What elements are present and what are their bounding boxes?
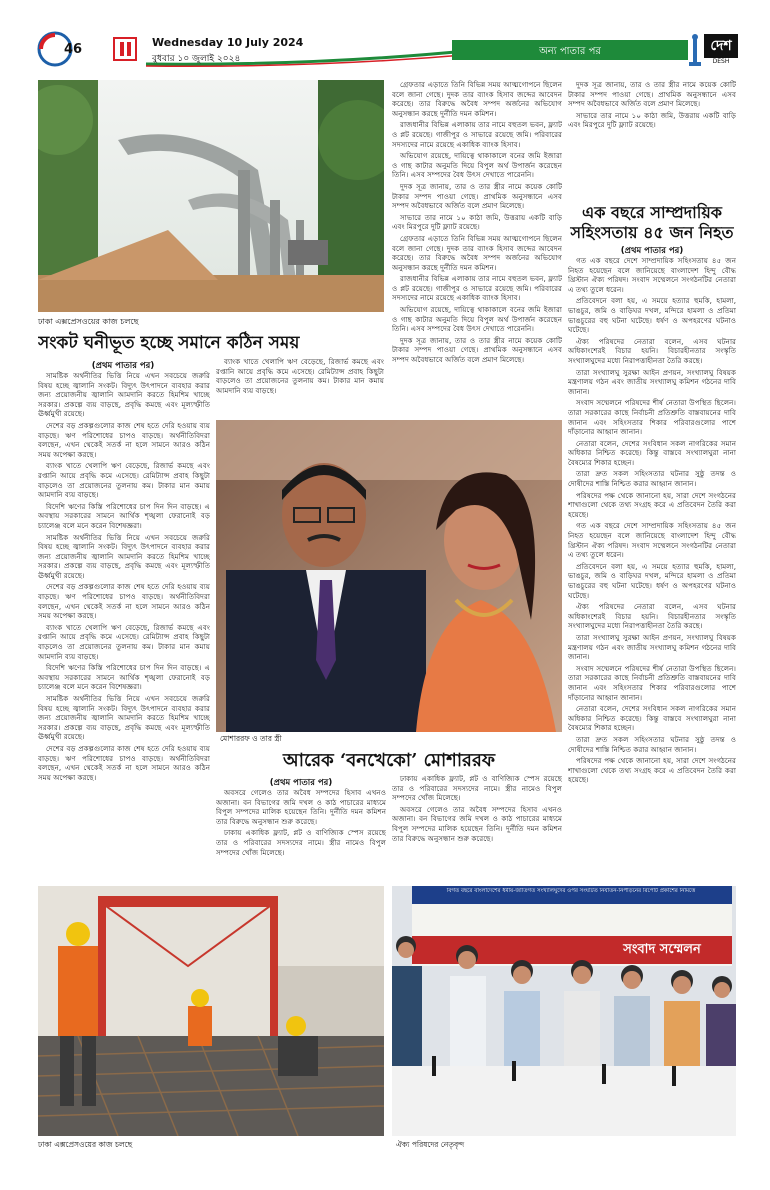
press-banner-top: বিগত বছরে বাংলাদেশের ধর্মীয়-জাতিগত সংখ্যালঘুদের ওপর সংঘটিত নির্যাতন-নিপীড়নের রিপোর্ট প্রকাশের নিমিত্তে: [446, 888, 696, 894]
paragraph: সাভারে তার নামে ১০ কাঠা জমি, উত্তরায় একটি বাড়ি এবং মিরপুরে দুটি ফ্ল্যাট রয়েছে।: [568, 110, 736, 130]
article4-headline-line2: সহিংসতায় ৪৫ জন নিহত: [570, 223, 734, 242]
article2-body-col1: [216, 788, 386, 874]
article4-headline-line1: এক বছরে সাম্প্রদায়িক: [582, 203, 722, 222]
article3-body-col1: [392, 80, 562, 415]
section-title: অন্য পাতার পর: [539, 46, 601, 57]
paragraph: প্রতিবেদনে বলা হয়, এ সময়ে হত্যার হুমকি, হামলা, ভাঙচুর, জমি ও বাড়িঘর দখল, মন্দিরে হামলা ও প্রতিমা ভাঙচুরের বহু ঘটনা ঘটেছে। ধর্ষণ ও অপহরণের ঘটনাও ঘটেছে।: [568, 561, 736, 600]
article4-from-page: (প্রথম পাতার পর): [620, 246, 684, 256]
date-bangla: বুধবার ১০ জুলাই ২০২৪: [152, 54, 241, 64]
construction-photo-bottom: [38, 886, 384, 1136]
paragraph: নেতারা বলেন, দেশের সংবিধান সকল নাগরিকের সমান অধিকার নিশ্চিত করেছে। কিন্তু বাস্তবে সংখ্যালঘুরা নানা বৈষম্যের শিকার হচ্ছেন।: [568, 438, 736, 467]
header-ornament-icon: [36, 30, 146, 68]
article2-body-col2: [392, 774, 562, 874]
page-number: 46: [64, 42, 83, 57]
paragraph: নেতারা বলেন, দেশের সংবিধান সকল নাগরিকের সমান অধিকার নিশ্চিত করেছে। কিন্তু বাস্তবে সংখ্যালঘুরা নানা বৈষম্যের শিকার হচ্ছেন।: [568, 704, 736, 733]
paragraph: তারা সংখ্যালঘু সুরক্ষা আইন প্রণয়ন, সংখ্যালঘু বিষয়ক মন্ত্রণালয় গঠন এবং জাতীয় সংখ্যালঘু কমিশন গঠনের দাবি জানান।: [568, 367, 736, 396]
article1-body: [38, 371, 210, 871]
paragraph: ব্যাংক খাতে খেলাপি ঋণ বেড়েছে, রিজার্ভ কমছে এবং রপ্তানি আয়ে প্রবৃদ্ধি কমে এসেছে। রেমিট্যান্স প্রবাহ কিছুটা বাড়লেও তা প্রয়োজনের তুলনায় কম। টাকার মান কমায় আমদানি ব্যয় বাড়ছে।: [216, 357, 384, 395]
paragraph: দেশের বড় প্রকল্পগুলোর কাজ শেষ হতে দেরি হওয়ায় ব্যয় বাড়ছে। ঋণ পরিশোধের চাপও বাড়ছে। অর্থনীতিবিদরা বলছেন, এখন থেকেই সতর্ক না হলে সামনে আরও কঠিন সময় অপেক্ষা করছে।: [38, 743, 210, 782]
paragraph: ব্যাংক খাতে খেলাপি ঋণ বেড়েছে, রিজার্ভ কমছে এবং রপ্তানি আয়ে প্রবৃদ্ধি কমে এসেছে। রেমিট্যান্স প্রবাহ কিছুটা বাড়লেও তা প্রয়োজনের তুলনায় কম। টাকার মান কমায় আমদানি ব্যয় বাড়ছে।: [38, 622, 210, 661]
paragraph: দুদক সূত্র জানায়, তার ও তার স্ত্রীর নামে কয়েক কোটি টাকার সম্পদ পাওয়া গেছে। প্রাথমিক অনুসন্ধানে এসব সম্পদ অবৈধভাবে অর্জিত বলে প্রমাণ মিলেছে।: [392, 181, 562, 211]
paragraph: সামষ্টিক অর্থনীতির ভিত্তি নিয়ে এখন সবচেয়ে জরুরি বিষয় হচ্ছে জ্বালানি সংকট। বিদ্যুৎ উৎপাদনে ব্যবহার করার জন্য প্রয়োজনীয় জ্বালানি আমদানি করতে হিমশিম খাচ্ছে সরকার। প্রকল্পে ব্যয় বাড়ছে, প্রবৃদ্ধি কমছে এবং মূল্যস্ফীতি ঊর্ধ্বমুখী রয়েছে।: [38, 532, 210, 580]
paragraph: গ্রেফতার এড়াতে তিনি বিভিন্ন সময় আত্মগোপনে ছিলেন বলে জানা গেছে। দুদক তার ব্যাংক হিসাব জব্দের আবেদন করেছে। তার বিরুদ্ধে অবৈধ সম্পদ অর্জনের অভিযোগ অনুসন্ধান করছে দুর্নীতি দমন কমিশন।: [392, 233, 562, 272]
logo-subtext: DESH: [712, 58, 730, 65]
paragraph: দুদক সূত্র জানায়, তার ও তার স্ত্রীর নামে কয়েক কোটি টাকার সম্পদ পাওয়া গেছে। প্রাথমিক অনুসন্ধানে এসব সম্পদ অবৈধভাবে অর্জিত বলে প্রমাণ মিলেছে।: [392, 335, 562, 365]
paragraph: পরিষদের পক্ষ থেকে জানানো হয়, সারা দেশে সংগঠনের শাখাগুলো থেকে তথ্য সংগ্রহ করে এ প্রতিবেদন তৈরি করা হয়েছে।: [568, 490, 736, 519]
article3-body-col2: [568, 80, 736, 176]
paragraph: দেশের বড় প্রকল্পগুলোর কাজ শেষ হতে দেরি হওয়ায় ব্যয় বাড়ছে। ঋণ পরিশোধের চাপও বাড়ছে। অর্থনীতিবিদরা বলছেন, এখন থেকেই সতর্ক না হলে সামনে আরও কঠিন সময় অপেক্ষা করছে।: [38, 582, 210, 621]
paragraph: সামষ্টিক অর্থনীতির ভিত্তি নিয়ে এখন সবচেয়ে জরুরি বিষয় হচ্ছে জ্বালানি সংকট। বিদ্যুৎ উৎপাদনে ব্যবহার করার জন্য প্রয়োজনীয় জ্বালানি আমদানি করতে হিমশিম খাচ্ছে সরকার। প্রকল্পে ব্যয় বাড়ছে, প্রবৃদ্ধি কমছে এবং মূল্যস্ফীতি ঊর্ধ্বমুখী রয়েছে।: [38, 371, 210, 419]
article4-body: [568, 256, 736, 878]
paragraph: অভিযোগ রয়েছে, দায়িত্বে থাকাকালে বনের জমি ইজারা ও গাছ কাটার অনুমতি দিয়ে বিপুল অর্থ উপার্জন করেছেন তিনি। এসব সম্পদের বৈধ উৎস দেখাতে পারেননি।: [392, 305, 562, 334]
paragraph: পরিষদের পক্ষ থেকে জানানো হয়, সারা দেশে সংগঠনের শাখাগুলো থেকে তথ্য সংগ্রহ করে এ প্রতিবেদন তৈরি করা হয়েছে।: [568, 756, 736, 785]
construction-photo-caption: ঢাকা এক্সপ্রেসওয়ের কাজ চলছে: [38, 1140, 133, 1149]
press-banner-text: সংবাদ সম্মেলন: [623, 942, 701, 957]
article1-headline: সংকট ঘনীভূত হচ্ছে সমানে কঠিন সময়: [38, 333, 300, 353]
paragraph: বিদেশি ঋণের কিস্তি পরিশোধের চাপ দিন দিন বাড়ছে। এ অবস্থায় সরকারের সামনে আর্থিক শৃঙ্খলা ফেরানোই বড় চ্যালেঞ্জ বলে মনে করেন বিশেষজ্ঞরা।: [38, 501, 210, 530]
article2-from-page: (প্রথম পাতার পর): [269, 778, 333, 788]
paragraph: অভিযোগ রয়েছে, দায়িত্বে থাকাকালে বনের জমি ইজারা ও গাছ কাটার অনুমতি দিয়ে বিপুল অর্থ উপার্জন করেছেন তিনি। এসব সম্পদের বৈধ উৎস দেখাতে পারেননি।: [392, 151, 562, 180]
paragraph: তারা সংখ্যালঘু সুরক্ষা আইন প্রণয়ন, সংখ্যালঘু বিষয়ক মন্ত্রণালয় গঠন এবং জাতীয় সংখ্যালঘু কমিশন গঠনের দাবি জানান।: [568, 632, 736, 662]
couple-photo-caption: মোশাররফ ও তার স্ত্রী: [220, 734, 282, 743]
paragraph: সংবাদ সম্মেলনে পরিষদের শীর্ষ নেতারা উপস্থিত ছিলেন। তারা সরকারের কাছে নির্বাচনী প্রতিশ্রুতি বাস্তবায়নের দাবি জানান এবং সহিংসতার শিকার পরিবারগুলোর পাশে দাঁড়ানোর আহ্বান জানান।: [568, 663, 736, 702]
paragraph: দুদক সূত্র জানায়, তার ও তার স্ত্রীর নামে কয়েক কোটি টাকার সম্পদ পাওয়া গেছে। প্রাথমিক অনুসন্ধানে এসব সম্পদ অবৈধভাবে অর্জিত বলে প্রমাণ মিলেছে।: [568, 80, 736, 109]
paragraph: ঐক্য পরিষদের নেতারা বলেন, এসব ঘটনার অধিকাংশেরই বিচার হয়নি। বিচারহীনতার সংস্কৃতি সংখ্যালঘুদের মধ্যে নিরাপত্তাহীনতা তৈরি করছে।: [568, 602, 736, 631]
paragraph: দেশের বড় প্রকল্পগুলোর কাজ শেষ হতে দেরি হওয়ায় ব্যয় বাড়ছে। ঋণ পরিশোধের চাপও বাড়ছে। অর্থনীতিবিদরা বলছেন, এখন থেকেই সতর্ক না হলে সামনে আরও কঠিন সময় অপেক্ষা করছে।: [38, 420, 210, 459]
paragraph: গত এক বছরে দেশে সাম্প্রদায়িক সহিংসতায় ৪৫ জন নিহত হয়েছেন বলে জানিয়েছে বাংলাদেশ হিন্দু বৌদ্ধ খ্রিস্টান ঐক্য পরিষদ। সংবাদ সম্মেলনে সংগঠনটির নেতারা এ তথ্য তুলে ধরেন।: [568, 521, 736, 560]
paragraph: রাজধানীর বিভিন্ন এলাকায় তার নামে বহুতল ভবন, ফ্ল্যাট ও প্লট রয়েছে। গাজীপুর ও সাভারে রয়েছে জমি। পরিবারের সদস্যদের নামে রয়েছে একাধিক ব্যাংক হিসাব।: [392, 120, 562, 149]
article1-from-page: (প্রথম পাতার পর): [91, 361, 155, 371]
article1-body-col2: [216, 357, 384, 415]
date-english: Wednesday 10 July 2024: [152, 36, 304, 49]
paragraph: রাজধানীর বিভিন্ন এলাকায় তার নামে বহুতল ভবন, ফ্ল্যাট ও প্লট রয়েছে। গাজীপুর ও সাভারে রয়েছে জমি। পরিবারের সদস্যদের নামে রয়েছে একাধিক ব্যাংক হিসাব।: [392, 274, 562, 303]
paragraph: ঐক্য পরিষদের নেতারা বলেন, এসব ঘটনার অধিকাংশেরই বিচার হয়নি। বিচারহীনতার সংস্কৃতি সংখ্যালঘুদের মধ্যে নিরাপত্তাহীনতা তৈরি করছে।: [568, 336, 736, 365]
paragraph: তারা দ্রুত সকল সহিংসতার ঘটনার সুষ্ঠু তদন্ত ও দোষীদের শাস্তি নিশ্চিত করার আহ্বান জানান।: [568, 469, 736, 489]
couple-photo: [216, 420, 562, 732]
paragraph: সামষ্টিক অর্থনীতির ভিত্তি নিয়ে এখন সবচেয়ে জরুরি বিষয় হচ্ছে জ্বালানি সংকট। বিদ্যুৎ উৎপাদনে ব্যবহার করার জন্য প্রয়োজনীয় জ্বালানি আমদানি করতে হিমশিম খাচ্ছে সরকার। প্রকল্পে ব্যয় বাড়ছে, প্রবৃদ্ধি কমছে এবং মূল্যস্ফীতি ঊর্ধ্বমুখী রয়েছে।: [38, 694, 210, 742]
statue-icon: [688, 32, 702, 66]
masthead-logo: [690, 32, 738, 66]
paragraph: গত এক বছরে দেশে সাম্প্রদায়িক সহিংসতায় ৪৫ জন নিহত হয়েছেন বলে জানিয়েছে বাংলাদেশ হিন্দু বৌদ্ধ খ্রিস্টান ঐক্য পরিষদ। সংবাদ সম্মেলনে সংগঠনটির নেতারা এ তথ্য তুলে ধরেন।: [568, 256, 736, 294]
press-photo-caption: ঐক্য পরিষদের নেতৃবৃন্দ: [396, 1140, 465, 1149]
paragraph: অবসরে গেলেও তার অবৈধ সম্পদের হিসাব এখনও অজানা। বন বিভাগের জমি দখল ও কাঠ পাচারের মাধ্যমে বিপুল সম্পদের মালিক হয়েছেন তিনি। দুর্নীতি দমন কমিশন তার বিরুদ্ধে অনুসন্ধান শুরু করেছে।: [392, 804, 562, 843]
expressway-photo-top: [38, 80, 384, 312]
photo-caption-top: ঢাকা এক্সপ্রেসওয়ের কাজ চলছে: [38, 317, 139, 326]
paragraph: ঢাকায় একাধিক ফ্ল্যাট, প্লট ও বাণিজ্যিক স্পেস রয়েছে তার ও পরিবারের সদস্যদের নামে। স্ত্রীর নামেও বিপুল সম্পদের খোঁজ মিলেছে।: [216, 828, 386, 857]
paragraph: সাভারে তার নামে ১০ কাঠা জমি, উত্তরায় একটি বাড়ি এবং মিরপুরে দুটি ফ্ল্যাট রয়েছে।: [392, 212, 562, 232]
paragraph: তারা দ্রুত সকল সহিংসতার ঘটনার সুষ্ঠু তদন্ত ও দোষীদের শাস্তি নিশ্চিত করার আহ্বান জানান।: [568, 734, 736, 754]
paragraph: বিদেশি ঋণের কিস্তি পরিশোধের চাপ দিন দিন বাড়ছে। এ অবস্থায় সরকারের সামনে আর্থিক শৃঙ্খলা ফেরানোই বড় চ্যালেঞ্জ বলে মনে করেন বিশেষজ্ঞরা।: [38, 663, 210, 692]
paragraph: ব্যাংক খাতে খেলাপি ঋণ বেড়েছে, রিজার্ভ কমছে এবং রপ্তানি আয়ে প্রবৃদ্ধি কমে এসেছে। রেমিট্যান্স প্রবাহ কিছুটা বাড়লেও তা প্রয়োজনের তুলনায় কম। টাকার মান কমায় আমদানি ব্যয় বাড়ছে।: [38, 461, 210, 500]
paragraph: সংবাদ সম্মেলনে পরিষদের শীর্ষ নেতারা উপস্থিত ছিলেন। তারা সরকারের কাছে নির্বাচনী প্রতিশ্রুতি বাস্তবায়নের দাবি জানান এবং সহিংসতার শিকার পরিবারগুলোর পাশে দাঁড়ানোর আহ্বান জানান।: [568, 398, 736, 437]
logo-text: দেশ: [704, 34, 738, 58]
paragraph: প্রতিবেদনে বলা হয়, এ সময়ে হত্যার হুমকি, হামলা, ভাঙচুর, জমি ও বাড়িঘর দখল, মন্দিরে হামলা ও প্রতিমা ভাঙচুরের বহু ঘটনা ঘটেছে। ধর্ষণ ও অপহরণের ঘটনাও ঘটেছে।: [568, 296, 736, 335]
paragraph: ঢাকায় একাধিক ফ্ল্যাট, প্লট ও বাণিজ্যিক স্পেস রয়েছে তার ও পরিবারের সদস্যদের নামে। স্ত্রীর নামেও বিপুল সম্পদের খোঁজ মিলেছে।: [392, 774, 562, 803]
article2-headline: আরেক ‘বনখেকো’ মোশাররফ: [283, 750, 495, 771]
paragraph: গ্রেফতার এড়াতে তিনি বিভিন্ন সময় আত্মগোপনে ছিলেন বলে জানা গেছে। দুদক তার ব্যাংক হিসাব জব্দের আবেদন করেছে। তার বিরুদ্ধে অবৈধ সম্পদ অর্জনের অভিযোগ অনুসন্ধান করছে দুর্নীতি দমন কমিশন।: [392, 80, 562, 118]
paragraph: অবসরে গেলেও তার অবৈধ সম্পদের হিসাব এখনও অজানা। বন বিভাগের জমি দখল ও কাঠ পাচারের মাধ্যমে বিপুল সম্পদের মালিক হয়েছেন তিনি। দুর্নীতি দমন কমিশন তার বিরুদ্ধে অনুসন্ধান শুরু করেছে।: [216, 788, 386, 826]
press-conference-photo: [392, 886, 736, 1136]
